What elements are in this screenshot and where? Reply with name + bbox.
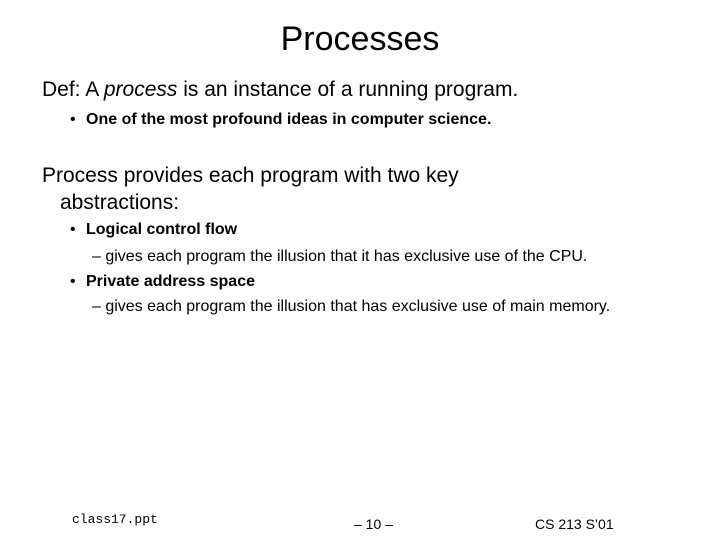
sub-bullet-cpu: – gives each program the illusion that it has exclusive use of the CPU. — [92, 248, 588, 265]
bullet-icon: • — [70, 273, 76, 290]
bullet-icon: • — [70, 111, 76, 128]
footer-course: CS 213 S’01 — [535, 516, 614, 532]
definition-bullet-text: One of the most profound ideas in computer science. — [86, 111, 492, 128]
paragraph-line-2: abstractions: — [60, 191, 180, 214]
bullet-private-address-space — [70, 271, 255, 293]
bullet-label: Private address space — [86, 273, 255, 290]
paragraph-line-1: Process provides each program with two key — [42, 164, 459, 187]
bullet-logical-control-flow — [70, 219, 237, 241]
bullet-icon: • — [70, 221, 76, 238]
slide-title: Processes — [280, 20, 440, 58]
definition-suffix: is an instance of a running program. — [177, 78, 519, 101]
footer-filename: class17.ppt — [72, 512, 158, 527]
definition-emphasis: process — [103, 78, 178, 101]
sub-bullet-memory: – gives each program the illusion that has exclusive use of main memory. — [92, 298, 611, 315]
bullet-label: Logical control flow — [86, 221, 238, 238]
footer-page-number: – 10 – — [354, 516, 393, 532]
definition-prefix: Def: A — [42, 78, 104, 101]
definition-bullet — [70, 109, 491, 131]
definition-line — [42, 76, 518, 103]
